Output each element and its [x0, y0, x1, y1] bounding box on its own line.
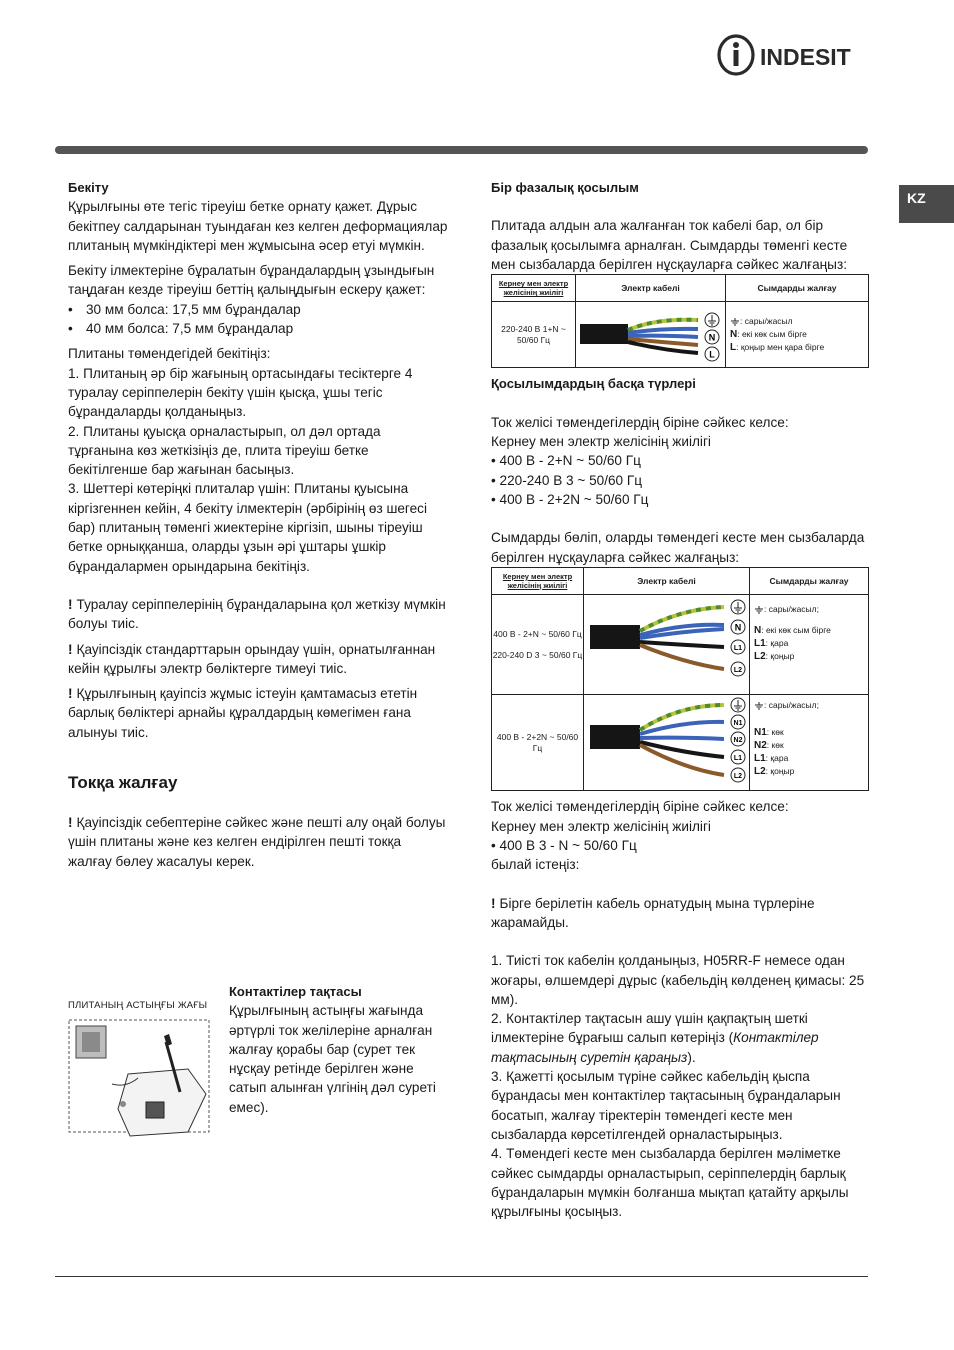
warning-1	[68, 595, 448, 634]
footer-rule	[55, 1276, 868, 1277]
left-column	[68, 178, 448, 871]
other-connections-title: Қосылымдардың басқа түрлері	[491, 376, 696, 392]
list-item: • 30 мм болса: 17,5 мм бұрандалар	[68, 300, 448, 319]
legend-row	[754, 699, 868, 712]
legend-key: L2	[754, 650, 766, 662]
split-wires-paragraph: Сымдарды бөліп, оларды төмендегі кесте мен сызбаларда берілген нұсқауларға сәйкес жалғаңыз:	[491, 530, 865, 565]
terminal-n-label: N	[734, 622, 742, 633]
step-reference: Контактілер тақтасының суретін қараңыз	[491, 1030, 819, 1065]
legend-row	[754, 650, 868, 663]
legend-text: : көк	[766, 727, 784, 738]
table-header: Сымдарды жалғау	[750, 567, 869, 594]
legend-text: : қара	[765, 753, 789, 764]
brand-name: INDESIT	[760, 44, 851, 70]
table-header: Сымдарды жалғау	[726, 275, 869, 302]
step-text: 2. Контактілер тақтасын ашу үшін қақпақтың шеткі ілмектеріне бұрағыш салып көтеріңіз (	[491, 1011, 808, 1046]
install-step-4: 4. Төмендегі кесте мен сызбаларда берілген мәліметке сәйкес сымдарды орналастырып, серіппелердің барлық бұрандаларын мүмкін болғанша мықтап қатайту арқылы құрылғыны қосыңыз.	[491, 1146, 849, 1220]
contact-board-description: Құрылғының астыңғы жағында әртүрлі ток желілеріне арналған жалғау қорабы бар (сурет тек нұсқау ретінде берілген және сатып алынған үлгінің дәл суреті емес).	[229, 1003, 436, 1115]
terminal-l2-label: L2	[733, 773, 743, 781]
legend-key: L1	[754, 753, 766, 765]
right-column	[491, 178, 869, 1221]
table-header: Электр кабелі	[576, 275, 726, 302]
power-warning	[68, 813, 448, 871]
legend-key: L	[730, 342, 737, 354]
warning-mark: !	[68, 596, 73, 612]
table-header: Кернеу мен электр желісінің жиілігі	[492, 567, 584, 594]
legend-text: : екі көк сым бірге	[737, 329, 807, 340]
terminal-l2-label: L2	[733, 666, 743, 674]
ground-icon	[730, 318, 740, 326]
logo-graphic	[716, 34, 868, 76]
voltage-cell: 220-240 В 1+N ~ 50/60 Гц	[492, 302, 576, 368]
screw-length-list	[68, 300, 448, 339]
list-item: • 40 мм болса: 7,5 мм бұрандалар	[68, 319, 448, 338]
legend-text: : сары/жасыл;	[764, 603, 819, 614]
wiring-legend-cell	[750, 594, 869, 694]
legend-key: N	[730, 329, 738, 341]
voltage-text: 400 В - 2+N ~ 50/60 Гц	[493, 628, 582, 639]
legend-text: : көк	[766, 740, 784, 751]
terminal-n-label: N	[708, 332, 716, 343]
cable-diagram-cell	[576, 302, 726, 368]
wiring-legend-cell	[726, 302, 869, 368]
four-wire-cable-diagram	[584, 695, 750, 785]
list-item: • 400 В - 2+N ~ 50/60 Гц	[491, 453, 641, 469]
indesit-logo	[716, 34, 868, 76]
language-tab: KZ	[899, 185, 954, 223]
install-step-2	[491, 1009, 869, 1067]
header-bar	[55, 146, 868, 154]
hob-underside-illustration	[68, 1014, 218, 1144]
warning-mark: !	[491, 895, 496, 911]
voltage-cell	[492, 594, 584, 694]
three-wire-cable-diagram	[584, 595, 750, 689]
legend-text: : екі көк сым бірге	[761, 624, 831, 635]
single-phase-paragraph: Плитада алдын ала жалғанған ток кабелі бар, ол бір фазалық қосылымға арналған. Сымдарды төменгі кесте мен сызбаларда берілген нұсқауларға сәйкес жалғаңыз:	[491, 218, 848, 272]
image-caption: ПЛИТАНЫҢ АСТЫҢҒЫ ЖАҒЫ	[68, 1000, 208, 1011]
terminal-l-label: L	[709, 349, 715, 360]
fix-step-2: 2. Плитаны қуысқа орналастырып, ол дәл ортада тұрғанына көз жеткізіңіз де, плита тіреуіш бетке бекітілгенше бар жағынан басыңыз.	[68, 423, 381, 478]
step-text: ).	[687, 1049, 696, 1065]
fix-step-1: 1. Плитаның әр бір жағының ортасындағы тесіктерге 4 туралау серіппелерін бекіту үшін қысқа, ұшы тегіс бұрандаларды қолданыңыз.	[68, 365, 413, 420]
fixing-title: Бекіту	[68, 180, 109, 195]
legend-row	[754, 726, 868, 739]
terminal-n1-label: N1	[733, 720, 743, 728]
three-phase-do: былай істеңіз:	[491, 857, 580, 873]
cable-diagram-cell	[584, 594, 750, 694]
contact-board-text-block	[229, 982, 451, 1117]
legend-text: : қоңыр мен қара бірге	[736, 342, 825, 353]
legend-text: : сары/жасыл;	[764, 700, 819, 711]
warning-2	[68, 640, 448, 679]
table-header: Кернеу мен электр желісінің жиілігі	[492, 275, 576, 302]
cable-warning	[491, 894, 869, 933]
legend-row	[754, 765, 868, 778]
legend-key: L1	[754, 637, 766, 649]
legend-row	[754, 739, 868, 752]
legend-row	[754, 603, 868, 616]
warning-text: Қауіпсіздік стандарттарын орындау үшін, орнатылғаннан кейін құрылғы электр бөліктерге тимеуі тиіс.	[68, 641, 436, 676]
legend-row	[754, 637, 868, 650]
list-item: • 400 В 3 - N ~ 50/60 Гц	[491, 838, 637, 854]
single-phase-table	[491, 274, 869, 368]
fix-step-3: 3. Шеттері көтеріңкі плиталар үшін: Плитаны қуысына кіргізгеннен кейін, 4 бекіту ілмектерін (әрбірінің өз шегесі бар) плитаның төменгі жиектеріне кіргізіп, шыны тіреуіш бетке орныққанша, оларды ұзын әрі ұштары ұшкір бұрандалармен орындарына бекітіңіз.	[68, 481, 427, 574]
single-phase-cable-diagram	[576, 302, 726, 362]
fix-intro: Плитаны төмендегідей бекітіңіз:	[68, 346, 271, 362]
other-subtitle: Кернеу мен электр желісінің жиілігі	[491, 434, 711, 450]
warning-mark: !	[68, 815, 73, 831]
legend-row	[754, 624, 868, 637]
terminal-n2-label: N2	[733, 737, 743, 745]
install-step-1: 1. Тиісті ток кабелін қолданыңыз, H05RR-F немесе одан жоғары, өлшемдері дұрыс (кабельдің көлденең қимасы: 25 мм).	[491, 953, 865, 1007]
contact-board-title: Контактілер тақтасы	[229, 984, 362, 999]
ground-icon	[754, 702, 764, 710]
legend-text: : қоңыр	[765, 650, 795, 661]
multi-phase-table	[491, 567, 869, 792]
warning-text: Қауіпсіздік себептеріне сәйкес және пешті алу оңай болуы үшін плитаны және кез келген ендірілген пешті токқа жалғау бөлеу жасалуы керек.	[68, 815, 446, 869]
list-item: • 220-240 В 3 ~ 50/60 Гц	[491, 472, 643, 488]
power-connection-title: Токқа жалғау	[68, 773, 178, 793]
legend-key: N	[754, 624, 762, 636]
terminal-l1-label: L1	[733, 644, 743, 652]
legend-key: N1	[754, 727, 767, 739]
ground-icon	[754, 606, 764, 614]
legend-text: : қоңыр	[765, 766, 795, 777]
legend-text: : қара	[765, 637, 789, 648]
fixing-paragraph-2: Бекіту ілмектеріне бұралатын бұрандалардың ұзындығын таңдаған кезде тіреуіш беттің қалыңдығын ескеру қажет:	[68, 263, 435, 298]
legend-text: : сары/жасыл	[740, 316, 793, 327]
install-step-3: 3. Қажетті қосылым түріне сәйкес кабельдің қыспа бұрандасы мен контактілер тақтасының бұрандаларын босатып, жалғау тіректерін төмендегі кесте мен сызбаларда көрсетілгендей орналастырыңыз.	[491, 1069, 841, 1142]
legend-row	[754, 752, 868, 765]
fixing-paragraph-1: Құрылғыны өте тегіс тіреуіш бетке орнату қажет. Дұрыс бекітпеу салдарынан туындаған кез келген деформациялар плитаның мүмкіндіктері мен жұмысына әсер етуі мүмкін.	[68, 199, 448, 253]
legend-row	[730, 315, 868, 328]
warning-3	[68, 684, 448, 742]
cable-diagram-cell	[584, 695, 750, 791]
legend-row	[730, 328, 868, 341]
list-item: • 400 В - 2+2N ~ 50/60 Гц	[491, 491, 649, 507]
legend-key: L2	[754, 766, 766, 778]
three-phase-subtitle: Кернеу мен электр желісінің жиілігі	[491, 818, 711, 834]
legend-row	[730, 341, 868, 354]
three-phase-intro: Ток желісі төмендегілердің біріне сәйкес келсе:	[491, 799, 789, 815]
warning-text: Құрылғының қауіпсіз жұмыс істеуін қамтамасыз ететін барлық бөліктері арнайы құралдардың көмегімен ғана алынуы тиіс.	[68, 686, 418, 740]
other-intro: Ток желісі төмендегілердің біріне сәйкес келсе:	[491, 414, 789, 430]
warning-text: Туралау серіппелерінің бұрандаларына қол жеткізу мүмкін болуы тиіс.	[68, 596, 446, 632]
terminal-l1-label: L1	[733, 755, 743, 763]
legend-key: N2	[754, 740, 767, 752]
wiring-legend-cell	[750, 695, 869, 791]
table-header: Электр кабелі	[584, 567, 750, 594]
warning-mark: !	[68, 686, 73, 702]
warning-mark: !	[68, 641, 73, 657]
single-phase-title: Бір фазалық қосылым	[491, 180, 639, 195]
warning-text: Бірге берілетін кабель орнатудың мына түрлеріне жарамайды.	[491, 895, 815, 930]
voltage-text: 220-240 D 3 ~ 50/60 Гц	[492, 649, 583, 660]
voltage-cell: 400 В - 2+2N ~ 50/60 Гц	[492, 695, 584, 791]
